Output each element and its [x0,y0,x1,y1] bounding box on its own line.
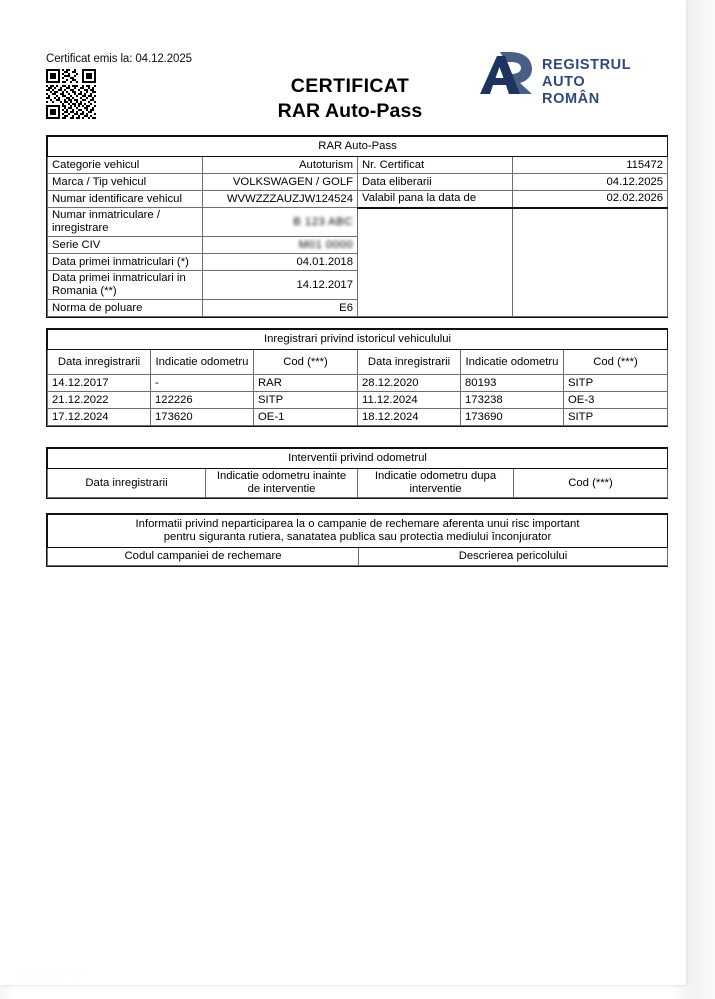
row-label: Marca / Tip vehicul [48,174,203,191]
history-cell: 80193 [461,375,564,392]
column-header: Descrierea pericolului [359,548,668,566]
history-header-row [48,350,668,375]
table-row [48,409,668,426]
history-band-row [48,330,668,350]
row-value: 115472 [513,157,668,174]
certificate-title [210,74,490,124]
title-line-2: RAR Auto-Pass [277,100,423,122]
history-cell: SITP [254,392,358,409]
column-header: Indicatie odometru [461,350,564,375]
history-cell: - [151,375,254,392]
logo-wordmark [542,57,631,108]
history-cell: OE-1 [254,409,358,426]
site-watermark: Autovit.ro [14,966,101,987]
column-header: Codul campaniei de rechemare [48,548,359,566]
column-header: Data inregistrarii [48,350,151,375]
table-row [48,375,668,392]
logo-text-line-1: REGISTRUL [542,57,632,73]
recall-band [48,515,668,548]
interventions-band: Interventii privind odometrul [48,449,668,469]
empty-area [358,208,513,317]
row-label: Data primei inmatriculari in Romania (**) [48,271,203,300]
identity-band-row [48,137,668,157]
table-row [48,208,668,237]
column-header: Data inregistrarii [48,469,206,498]
row-label: Valabil pana la data de [358,191,513,208]
history-cell: 18.12.2024 [358,409,461,426]
interventions-band-row [48,449,668,469]
row-value: E6 [203,300,358,317]
issue-date-line: Certificat emis la: 04.12.2025 [46,53,192,65]
row-value: WVWZZZAUZJW124524 [203,191,358,208]
title-line-1: CERTIFICAT [290,75,410,97]
history-band: Inregistrari privind istoricul vehiculului [48,330,668,350]
row-value-redacted: B 123 ABC [203,208,358,237]
history-cell: 28.12.2020 [358,375,461,392]
history-cell: 173238 [461,392,564,409]
history-cell: SITP [564,375,668,392]
vehicle-identity-table [46,135,668,318]
row-value: Autoturism [203,157,358,174]
column-header: Indicatie odometru dupa interventie [358,469,514,498]
history-cell: 21.12.2022 [48,392,151,409]
row-label: Norma de poluare [48,300,203,317]
history-cell: SITP [564,409,668,426]
row-label: Categorie vehicul [48,157,203,174]
table-row [48,174,668,191]
row-value: 04.12.2025 [513,174,668,191]
column-header: Cod (***) [564,350,668,375]
row-label: Nr. Certificat [358,157,513,174]
empty-area [513,208,668,317]
history-cell: 122226 [151,392,254,409]
recall-band-line-1: Informatii privind neparticiparea la o campanie de rechemare aferenta unui risc important [135,518,580,530]
row-value-redacted: M01 0000 [203,237,358,254]
history-cell: 11.12.2024 [358,392,461,409]
row-value: 02.02.2026 [513,191,668,208]
identity-band: RAR Auto-Pass [48,137,668,157]
row-label: Data eliberarii [358,174,513,191]
table-row [48,191,668,208]
odometer-interventions-table [46,447,668,499]
row-label: Data primei inmatriculari (*) [48,254,203,271]
row-value: 14.12.2017 [203,271,358,300]
recall-header-row [48,548,668,566]
document-header [0,0,686,128]
history-cell: 14.12.2017 [48,375,151,392]
table-row [48,392,668,409]
recall-campaign-table [46,513,668,567]
row-value: 04.01.2018 [203,254,358,271]
row-label: Numar identificare vehicul [48,191,203,208]
logo-text-line-2: AUTO ROMÂN [542,74,600,107]
column-header: Data inregistrarii [358,350,461,375]
rar-monogram-icon [480,50,538,96]
history-cell: RAR [254,375,358,392]
recall-band-line-2: pentru siguranta rutiera, sanatatea publica sau protectia mediului înconjurator [163,531,552,543]
history-cell: 173620 [151,409,254,426]
column-header: Indicatie odometru [151,350,254,375]
row-label: Serie CIV [48,237,203,254]
history-cell: OE-3 [564,392,668,409]
history-cell: 173690 [461,409,564,426]
row-value: VOLKSWAGEN / GOLF [203,174,358,191]
interventions-header-row [48,469,668,498]
qr-code-icon [45,69,97,119]
table-row [48,157,668,174]
rar-logo [480,50,632,107]
history-cell: 17.12.2024 [48,409,151,426]
row-label: Numar inmatriculare / inregistrare [48,208,203,237]
vehicle-history-table [46,328,668,427]
column-header: Cod (***) [254,350,358,375]
column-header: Indicatie odometru inainte de interventie [206,469,358,498]
recall-band-row [48,515,668,548]
column-header: Cod (***) [514,469,668,498]
